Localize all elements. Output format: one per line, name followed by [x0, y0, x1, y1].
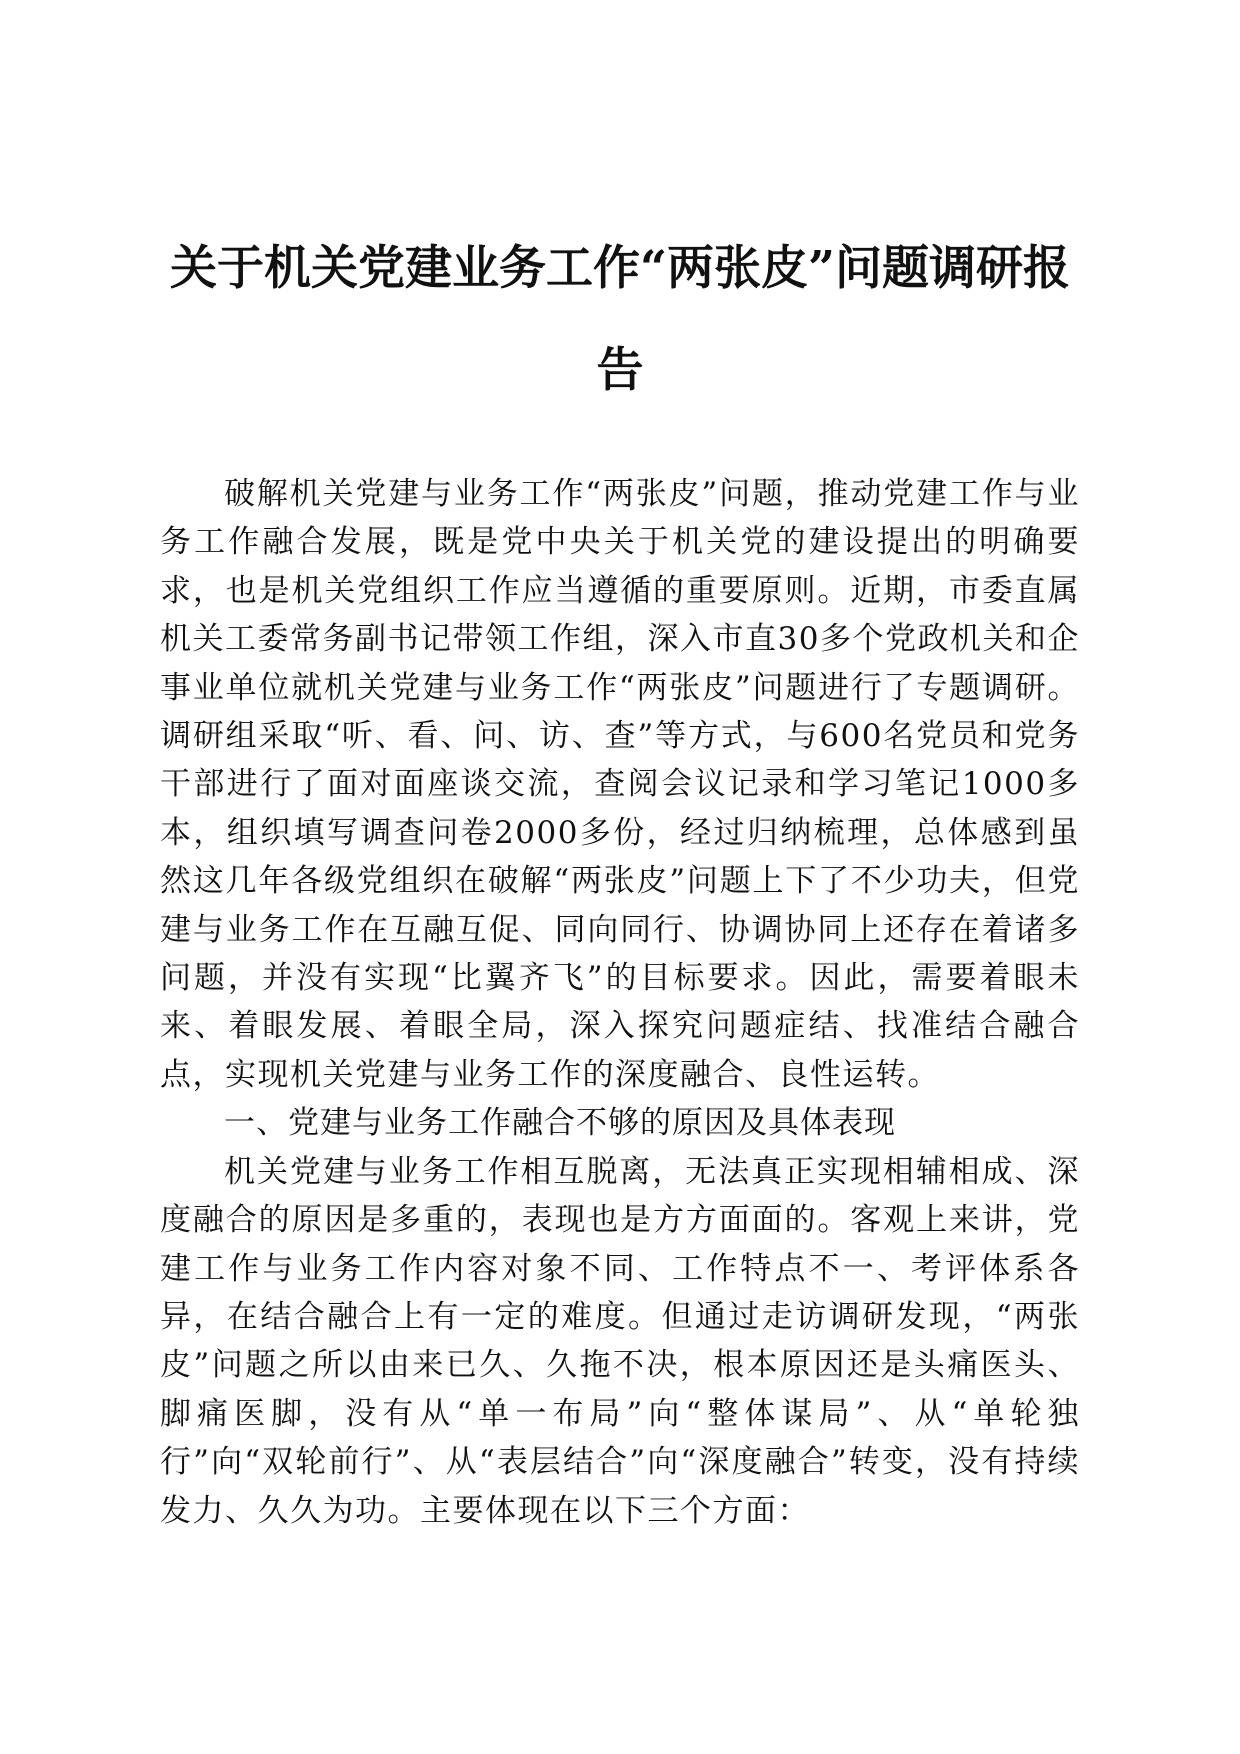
section-paragraph: 机关党建与业务工作相互脱离，无法真正实现相辅相成、深度融合的原因是多重的，表现也是方方面面的。客观上来讲，党建工作与业务工作内容对象不同、工作特点不一、考评体系各异，在结合融合上有一定的难度。但通过走访调研发现，“两张皮”问题之所以由来已久、久拖不决，根本原因还是头痛医头、脚痛医脚，没有从“单一布局”向“整体谋局”、从“单轮独行”向“双轮前行”、从“表层结合”向“深度融合”转变，没有持续发力、久久为功。主要体现在以下三个方面：: [160, 1153, 1080, 1529]
intro-paragraph: 破解机关党建与业务工作“两张皮”问题，推动党建工作与业务工作融合发展，既是党中央关于机关党的建设提出的明确要求，也是机关党组织工作应当遵循的重要原则。近期，市委直属机关工委常务副书记带领工作组，深入市直30多个党政机关和企事业单位就机关党建与业务工作“两张皮”问题进行了专题调研。调研组采取“听、看、问、访、查”等方式，与600名党员和党务干部进行了面对面座谈交流，查阅会议记录和学习笔记1000多本，组织填写调查问卷2000多份，经过归纳梳理，总体感到虽然这几年各级党组织在破解“两张皮”问题上下了不少功夫，但党建与业务工作在互融互促、同向同行、协调协同上还存在着诸多问题，并没有实现“比翼齐飞”的目标要求。因此，需要着眼未来、着眼发展、着眼全局，深入探究问题症结、找准结合融合点，实现机关党建与业务工作的深度融合、良性运转。: [160, 476, 1080, 1093]
section-heading: 一、党建与业务工作融合不够的原因及具体表现: [224, 1105, 896, 1142]
document-title: 关于机关党建业务工作“两张皮”问题调研报告: [169, 241, 1071, 398]
document-body: [160, 470, 1080, 1535]
